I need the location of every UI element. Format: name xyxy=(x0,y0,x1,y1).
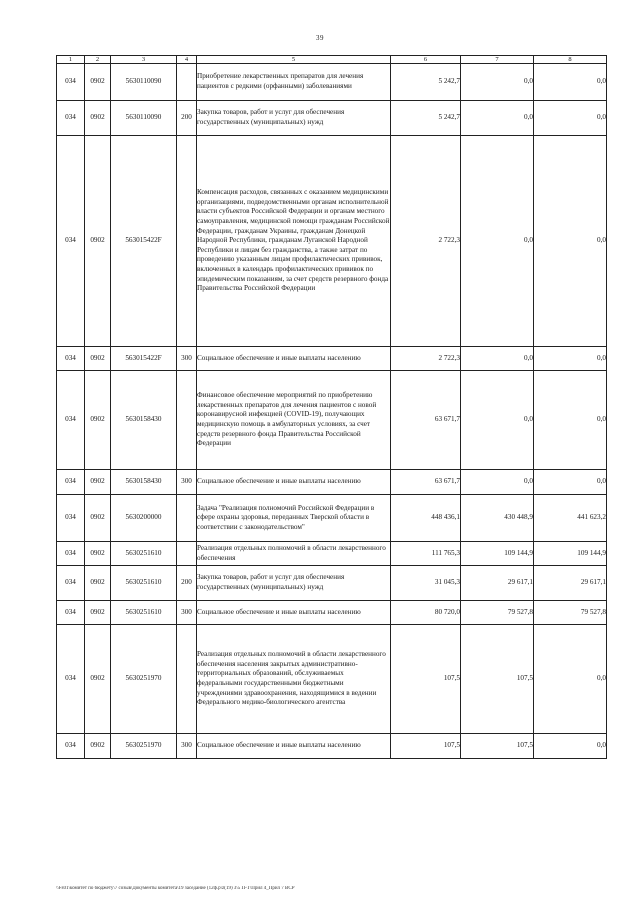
expense-type-code xyxy=(177,495,197,542)
target-code: 5630200000 xyxy=(111,495,177,542)
ministry-code: 034 xyxy=(57,136,85,347)
expense-type-code: 300 xyxy=(177,347,197,371)
col-header-7: 7 xyxy=(461,56,534,64)
amount-col6: 107,5 xyxy=(391,734,461,759)
page-number: 39 xyxy=(316,34,324,42)
expense-type-code: 200 xyxy=(177,566,197,601)
ministry-code: 034 xyxy=(57,566,85,601)
expense-type-code: 300 xyxy=(177,734,197,759)
col-header-6: 6 xyxy=(391,56,461,64)
table-row xyxy=(57,625,607,734)
amount-col7: 0,0 xyxy=(461,371,534,470)
row-description: Компенсация расходов, связанных с оказанием медицинскими организациями, подведомственными органам исполнительной власти субъектов Российской Федерации и органам местного самоуправления, медицинской помощи гражданам Российской Федерации, гражданам Украины, гражданам Донецкой Народной Республики, гражданам Луганской Народной Республики и лицам без гражданства, а также затрат по проведению указанным лицам профилактических прививок, включенных в календарь профилактических прививок по эпидемическим показаниям, за счет средств резервного фонда Правительства Российской Федерации xyxy=(197,136,391,347)
row-description: Закупка товаров, работ и услуг для обеспечения государственных (муниципальных) нужд xyxy=(197,101,391,136)
amount-col6: 63 671,7 xyxy=(391,371,461,470)
amount-col6: 31 045,3 xyxy=(391,566,461,601)
section-code: 0902 xyxy=(85,101,111,136)
amount-col8: 0,0 xyxy=(534,734,607,759)
amount-col7: 107,5 xyxy=(461,625,534,734)
amount-col7: 0,0 xyxy=(461,347,534,371)
amount-col6: 2 722,3 xyxy=(391,136,461,347)
ministry-code: 034 xyxy=(57,347,85,371)
row-description: Социальное обеспечение и иные выплаты населению xyxy=(197,470,391,495)
section-code: 0902 xyxy=(85,542,111,566)
target-code: 5630110090 xyxy=(111,64,177,101)
amount-col6: 5 242,7 xyxy=(391,64,461,101)
section-code: 0902 xyxy=(85,734,111,759)
col-header-3: 3 xyxy=(111,56,177,64)
table-row xyxy=(57,347,607,371)
section-code: 0902 xyxy=(85,371,111,470)
expense-type-code: 200 xyxy=(177,101,197,136)
table-row xyxy=(57,601,607,625)
ministry-code: 034 xyxy=(57,542,85,566)
row-description: Социальное обеспечение и иные выплаты населению xyxy=(197,734,391,759)
ministry-code: 034 xyxy=(57,101,85,136)
row-description: Социальное обеспечение и иные выплаты населению xyxy=(197,601,391,625)
table-row xyxy=(57,101,607,136)
amount-col8: 0,0 xyxy=(534,470,607,495)
amount-col8: 0,0 xyxy=(534,347,607,371)
col-header-5: 5 xyxy=(197,56,391,64)
target-code: 5630251970 xyxy=(111,734,177,759)
amount-col8: 441 623,2 xyxy=(534,495,607,542)
amount-col8: 109 144,9 xyxy=(534,542,607,566)
table-row xyxy=(57,542,607,566)
row-description: Задача "Реализация полномочий Российской Федерации в сфере охраны здоровья, переданных Тверской области в соответствии с законодательством" xyxy=(197,495,391,542)
target-code: 5630251610 xyxy=(111,566,177,601)
table-row xyxy=(57,470,607,495)
target-code: 5630251610 xyxy=(111,601,177,625)
amount-col6: 5 242,7 xyxy=(391,101,461,136)
ministry-code: 034 xyxy=(57,64,85,101)
amount-col7: 0,0 xyxy=(461,470,534,495)
amount-col8: 29 617,1 xyxy=(534,566,607,601)
ministry-code: 034 xyxy=(57,601,85,625)
target-code: 5630158430 xyxy=(111,371,177,470)
amount-col7: 0,0 xyxy=(461,64,534,101)
table-row xyxy=(57,371,607,470)
row-description: Финансовое обеспечение мероприятий по приобретению лекарственных препаратов для лечения пациентов с новой коронавирусной инфекцией (COVID-19), получающих медицинскую помощь в амбулаторных условиях, за счет средств резервного фонда Правительства Российской Федерации xyxy=(197,371,391,470)
table-row xyxy=(57,136,607,347)
amount-col6: 448 436,1 xyxy=(391,495,461,542)
row-description: Закупка товаров, работ и услуг для обеспечения государственных (муниципальных) нужд xyxy=(197,566,391,601)
amount-col7: 0,0 xyxy=(461,136,534,347)
col-header-8: 8 xyxy=(534,56,607,64)
budget-table xyxy=(56,55,607,759)
ministry-code: 034 xyxy=(57,734,85,759)
expense-type-code xyxy=(177,136,197,347)
section-code: 0902 xyxy=(85,566,111,601)
table-row xyxy=(57,566,607,601)
table-row xyxy=(57,495,607,542)
section-code: 0902 xyxy=(85,347,111,371)
ministry-code: 034 xyxy=(57,625,85,734)
expense-type-code xyxy=(177,542,197,566)
amount-col8: 0,0 xyxy=(534,101,607,136)
amount-col8: 0,0 xyxy=(534,371,607,470)
col-header-4: 4 xyxy=(177,56,197,64)
row-description: Реализация отдельных полномочий в области лекарственного обеспечения населения закрытых административно-территориальных образований, обслуживаемых федеральными государственными бюджетными учреждениями здравоохранения, находящимися в ведении Федерального медико-биологического агентства xyxy=(197,625,391,734)
target-code: 563015422F xyxy=(111,347,177,371)
target-code: 5630251970 xyxy=(111,625,177,734)
amount-col6: 2 722,3 xyxy=(391,347,461,371)
table-row xyxy=(57,734,607,759)
amount-col6: 80 720,0 xyxy=(391,601,461,625)
amount-col8: 0,0 xyxy=(534,625,607,734)
target-code: 5630158430 xyxy=(111,470,177,495)
amount-col8: 0,0 xyxy=(534,136,607,347)
expense-type-code: 300 xyxy=(177,470,197,495)
footer-file-path: \\Fs01\комитет по бюджету\7 созыв\Документы комитета\19 заседание (12ф.р\z(19) 3\5 П-Т\Прил 4_Прил 7 ВСР xyxy=(56,886,295,891)
amount-col6: 63 671,7 xyxy=(391,470,461,495)
target-code: 5630251610 xyxy=(111,542,177,566)
col-header-2: 2 xyxy=(85,56,111,64)
ministry-code: 034 xyxy=(57,371,85,470)
expense-type-code xyxy=(177,371,197,470)
table-row xyxy=(57,64,607,101)
amount-col7: 0,0 xyxy=(461,101,534,136)
section-code: 0902 xyxy=(85,64,111,101)
amount-col7: 29 617,1 xyxy=(461,566,534,601)
section-code: 0902 xyxy=(85,625,111,734)
section-code: 0902 xyxy=(85,601,111,625)
amount-col7: 109 144,9 xyxy=(461,542,534,566)
section-code: 0902 xyxy=(85,470,111,495)
section-code: 0902 xyxy=(85,495,111,542)
ministry-code: 034 xyxy=(57,470,85,495)
target-code: 5630110090 xyxy=(111,101,177,136)
expense-type-code xyxy=(177,64,197,101)
amount-col7: 79 527,8 xyxy=(461,601,534,625)
ministry-code: 034 xyxy=(57,495,85,542)
row-description: Приобретение лекарственных препаратов для лечения пациентов с редкими (орфанными) заболеваниями xyxy=(197,64,391,101)
header-row xyxy=(57,56,607,64)
amount-col8: 0,0 xyxy=(534,64,607,101)
row-description: Социальное обеспечение и иные выплаты населению xyxy=(197,347,391,371)
row-description: Реализация отдельных полномочий в области лекарственного обеспечения xyxy=(197,542,391,566)
amount-col7: 107,5 xyxy=(461,734,534,759)
amount-col7: 430 448,9 xyxy=(461,495,534,542)
expense-type-code xyxy=(177,625,197,734)
amount-col8: 79 527,8 xyxy=(534,601,607,625)
expense-type-code: 300 xyxy=(177,601,197,625)
col-header-1: 1 xyxy=(57,56,85,64)
amount-col6: 107,5 xyxy=(391,625,461,734)
amount-col6: 111 765,3 xyxy=(391,542,461,566)
section-code: 0902 xyxy=(85,136,111,347)
target-code: 563015422F xyxy=(111,136,177,347)
